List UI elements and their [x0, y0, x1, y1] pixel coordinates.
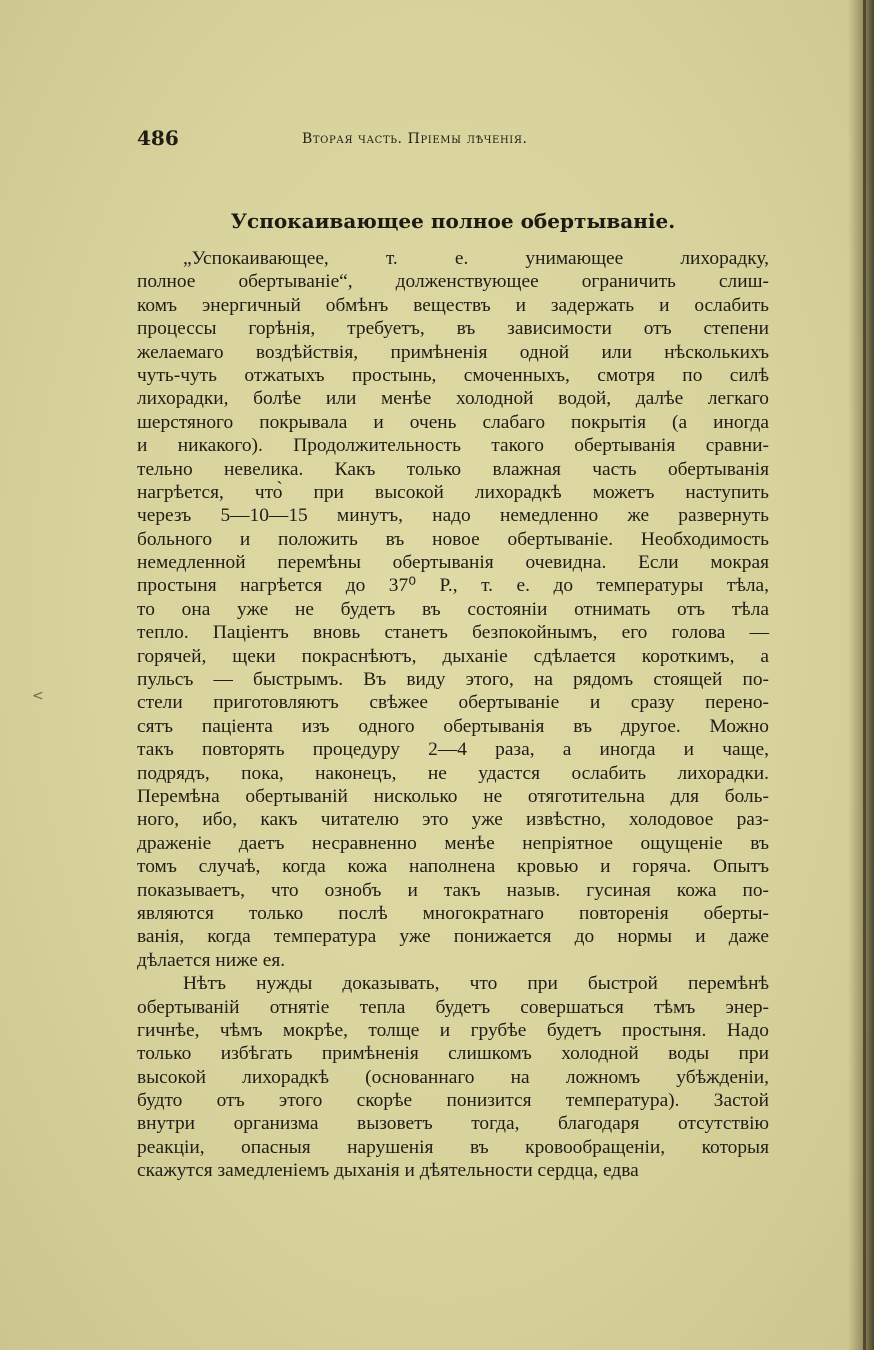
text-line: ного, ибо, какъ читателю это уже извѣстно, холодовое раз- — [137, 809, 769, 831]
text-line: являются только послѣ многократнаго повторенія оберты- — [137, 902, 769, 924]
text-line: подрядъ, пока, наконецъ, не удастся ослабить лихорадки. — [137, 762, 769, 784]
text-line: Нѣтъ нужды доказывать, что при быстрой перемѣнѣ — [183, 973, 769, 995]
page-number: 486 — [137, 126, 179, 150]
text-line: скажутся замедленіемъ дыханія и дѣятельности сердца, едва — [137, 1160, 639, 1182]
text-line: пульсъ — быстрымъ. Въ виду этого, на рядомъ стоящей по- — [137, 669, 769, 691]
text-line: ванія, когда температура уже понижается до нормы и даже — [137, 926, 769, 948]
text-line: драженіе даетъ несравненно менѣе непріятное ощущеніе въ — [137, 832, 769, 854]
section-title: Успокаивающее полное обертываніе. — [230, 209, 676, 233]
text-line: шерстяного покрывала и очень слабаго покрытія (а иногда — [137, 411, 769, 433]
text-line: сятъ паціента изъ одного обертыванія въ другое. Можно — [137, 715, 769, 737]
text-line: внутри организма вызоветъ тогда, благодаря отсутствію — [137, 1113, 769, 1135]
text-line: и никакого). Продолжительность такого обертыванія сравни- — [137, 435, 769, 457]
text-line: желаемаго воздѣйствія, примѣненія одной или нѣсколькихъ — [137, 341, 769, 363]
text-line: немедленной перемѣны обертыванія очевидна. Если мокрая — [137, 552, 769, 574]
text-line: тепло. Паціентъ вновь станетъ безпокойнымъ, его голова — — [137, 622, 769, 644]
text-line: обертываній отнятіе тепла будетъ совершаться тѣмъ энер- — [137, 996, 769, 1018]
text-line: стели приготовляютъ свѣжее обертываніе и сразу перено- — [137, 692, 769, 714]
text-line: высокой лихорадкѣ (основаннаго на ложномъ убѣжденіи, — [137, 1066, 769, 1088]
text-line: гичнѣе, чѣмъ мокрѣе, толще и грубѣе будетъ простыня. Надо — [137, 1019, 769, 1041]
text-line: черезъ 5—10—15 минутъ, надо немедленно же развернуть — [137, 505, 769, 527]
spine-edge — [863, 0, 866, 1350]
margin-mark: < — [32, 688, 44, 704]
paragraph-2 — [137, 972, 769, 1183]
text-line: чуть-чуть отжатыхъ простынь, смоченныхъ, смотря по силѣ — [137, 364, 769, 386]
text-line: „Успокаивающее, т. е. унимающее лихорадку, — [183, 248, 769, 269]
text-line: нагрѣется, что̀ при высокой лихорадкѣ можетъ наступить — [137, 481, 769, 503]
text-line: будто отъ этого скорѣе понизится температура). Застой — [137, 1090, 769, 1112]
text-line: тельно невелика. Какъ только влажная часть обертыванія — [137, 458, 769, 480]
text-line: комъ энергичный обмѣнъ веществъ и задержать и ослабить — [137, 294, 769, 316]
text-line: дѣлается ниже ея. — [137, 949, 286, 971]
running-head: Вторая часть. Пріемы лѣченія. — [302, 131, 528, 147]
text-line: такъ повторять процедуру 2—4 раза, а иногда и чаще, — [137, 739, 769, 761]
body-text — [137, 247, 769, 1183]
paragraph-1 — [137, 247, 769, 972]
text-line: простыня нагрѣется до 37⁰ Р., т. е. до температуры тѣла, — [137, 575, 769, 597]
text-line: полное обертываніе“, долженствующее ограничить слиш- — [137, 271, 769, 293]
text-line: только избѣгать примѣненія слишкомъ холодной воды при — [137, 1043, 769, 1065]
text-line: показываетъ, что ознобъ и такъ назыв. гусиная кожа по- — [137, 879, 769, 901]
text-line: то она уже не будетъ въ состояніи отнимать отъ тѣла — [137, 598, 769, 620]
text-line: томъ случаѣ, когда кожа наполнена кровью и горяча. Опытъ — [137, 856, 769, 878]
spine-shadow — [848, 0, 874, 1350]
text-line: Перемѣна обертываній нисколько не отяготительна для боль- — [137, 785, 769, 807]
text-line: процессы горѣнія, требуетъ, въ зависимости отъ степени — [137, 318, 769, 340]
text-line: горячей, щеки покраснѣютъ, дыханіе сдѣлается короткимъ, а — [137, 645, 769, 667]
text-line: реакціи, опасныя нарушенія въ кровообращеніи, которыя — [137, 1136, 769, 1158]
text-line: больного и положить въ новое обертываніе. Необходимость — [137, 528, 769, 550]
page-header — [137, 126, 769, 156]
text-line: лихорадки, болѣе или менѣе холодной водой, далѣе легкаго — [137, 388, 769, 410]
